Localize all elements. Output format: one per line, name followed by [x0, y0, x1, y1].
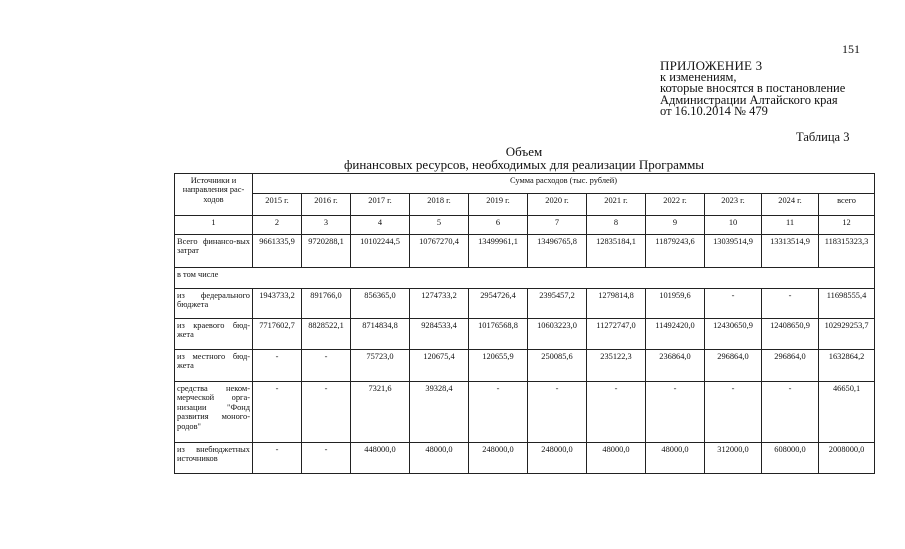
value-cell: 48000,0 — [410, 443, 469, 474]
year-header: 2024 г. — [762, 194, 819, 216]
row-label: из федерального бюджета — [175, 289, 253, 319]
column-number: 2 — [253, 216, 302, 235]
value-cell: 10176568,8 — [469, 319, 528, 350]
value-cell: 12408650,9 — [762, 319, 819, 350]
value-cell: 120655,9 — [469, 350, 528, 382]
value-cell: - — [253, 382, 302, 443]
value-cell: 11879243,6 — [646, 235, 705, 268]
column-number: 6 — [469, 216, 528, 235]
value-cell: 8714834,8 — [351, 319, 410, 350]
value-cell: 11492420,0 — [646, 319, 705, 350]
row-label: из местного бюд-жета — [175, 350, 253, 382]
value-cell: 1943733,2 — [253, 289, 302, 319]
column-number: 4 — [351, 216, 410, 235]
header-row — [175, 174, 875, 194]
row-label: Всего финансо-вых затрат — [175, 235, 253, 268]
value-cell: 236864,0 — [646, 350, 705, 382]
value-cell: 10767270,4 — [410, 235, 469, 268]
value-cell: - — [705, 382, 762, 443]
value-cell: 9284533,4 — [410, 319, 469, 350]
value-cell: 9661335,9 — [253, 235, 302, 268]
value-cell: 102929253,7 — [819, 319, 875, 350]
column-number-row — [175, 216, 875, 235]
value-cell: 10603223,0 — [528, 319, 587, 350]
appendix-line: от 16.10.2014 № 479 — [660, 104, 768, 118]
value-cell: 1279814,8 — [587, 289, 646, 319]
column-number: 7 — [528, 216, 587, 235]
row-label: средства неком-мерческой орга-низации "Фонд развития моного-родов" — [175, 382, 253, 443]
table-row-nonprofit — [175, 382, 875, 443]
value-cell: 296864,0 — [705, 350, 762, 382]
page-number: 151 — [842, 42, 860, 56]
including-label: в том числе — [175, 268, 875, 289]
value-cell: 248000,0 — [528, 443, 587, 474]
value-cell: 235122,3 — [587, 350, 646, 382]
appendix-line: Администрации Алтайского края — [660, 92, 838, 107]
value-cell: 1632864,2 — [819, 350, 875, 382]
year-header: 2021 г. — [587, 194, 646, 216]
value-cell: 1274733,2 — [410, 289, 469, 319]
value-cell: 448000,0 — [351, 443, 410, 474]
source-header: Источники и направления рас-ходов — [175, 174, 253, 216]
table-title-line-2: финансовых ресурсов, необходимых для реализации Программы — [343, 157, 705, 172]
value-cell: 891766,0 — [302, 289, 351, 319]
column-number: 10 — [705, 216, 762, 235]
value-cell: 7717602,7 — [253, 319, 302, 350]
value-cell: - — [705, 289, 762, 319]
column-number: 12 — [819, 216, 875, 235]
row-label: из краевого бюд-жета — [175, 319, 253, 350]
appendix-block — [660, 60, 845, 118]
value-cell: 101959,6 — [646, 289, 705, 319]
year-header: 2017 г. — [351, 194, 410, 216]
table-label: Таблица 3 — [796, 130, 850, 144]
value-cell: 7321,6 — [351, 382, 410, 443]
value-cell: - — [302, 443, 351, 474]
value-cell: - — [253, 350, 302, 382]
column-number: 5 — [410, 216, 469, 235]
value-cell: 120675,4 — [410, 350, 469, 382]
row-label: из внебюджетных источников — [175, 443, 253, 474]
table-row-federal — [175, 289, 875, 319]
column-number: 1 — [175, 216, 253, 235]
value-cell: 2954726,4 — [469, 289, 528, 319]
value-cell: 10102244,5 — [351, 235, 410, 268]
value-cell: 2395457,2 — [528, 289, 587, 319]
appendix-line: которые вносятся в постановление — [660, 81, 846, 95]
table-row-including — [175, 268, 875, 289]
year-header: 2020 г. — [528, 194, 587, 216]
value-cell: 13499961,1 — [469, 235, 528, 268]
value-cell: 248000,0 — [469, 443, 528, 474]
column-number: 11 — [762, 216, 819, 235]
value-cell: 8828522,1 — [302, 319, 351, 350]
value-cell: 312000,0 — [705, 443, 762, 474]
value-cell: 608000,0 — [762, 443, 819, 474]
value-cell: 250085,6 — [528, 350, 587, 382]
value-cell: 48000,0 — [646, 443, 705, 474]
value-cell: 11272747,0 — [587, 319, 646, 350]
appendix-line: к изменениям, — [660, 69, 737, 84]
table-row-total — [175, 235, 875, 268]
value-cell: 9720288,1 — [302, 235, 351, 268]
value-cell: 11698555,4 — [819, 289, 875, 319]
value-cell: 296864,0 — [762, 350, 819, 382]
value-cell: - — [469, 382, 528, 443]
value-cell: 39328,4 — [410, 382, 469, 443]
value-cell: 13496765,8 — [528, 235, 587, 268]
table-row-extrabudgetary — [175, 443, 875, 474]
value-cell: 12835184,1 — [587, 235, 646, 268]
table-row-local — [175, 350, 875, 382]
value-cell: 118315323,3 — [819, 235, 875, 268]
table-row-regional — [175, 319, 875, 350]
year-header: 2023 г. — [705, 194, 762, 216]
value-cell: - — [302, 382, 351, 443]
budget-table — [174, 173, 875, 474]
column-number: 9 — [646, 216, 705, 235]
value-cell: - — [302, 350, 351, 382]
year-header: 2016 г. — [302, 194, 351, 216]
total-header: всего — [819, 194, 875, 216]
value-cell: - — [528, 382, 587, 443]
value-cell: - — [762, 382, 819, 443]
value-cell: - — [253, 443, 302, 474]
years-row — [175, 194, 875, 216]
sum-header: Сумма расходов (тыс. рублей) — [253, 174, 875, 194]
table-title-line-1: Объем — [505, 144, 543, 159]
value-cell: 48000,0 — [587, 443, 646, 474]
value-cell: 13039514,9 — [705, 235, 762, 268]
value-cell: 12430650,9 — [705, 319, 762, 350]
value-cell: 13313514,9 — [762, 235, 819, 268]
year-header: 2018 г. — [410, 194, 469, 216]
column-number: 3 — [302, 216, 351, 235]
year-header: 2015 г. — [253, 194, 302, 216]
year-header: 2019 г. — [469, 194, 528, 216]
value-cell: - — [646, 382, 705, 443]
value-cell: 856365,0 — [351, 289, 410, 319]
year-header: 2022 г. — [646, 194, 705, 216]
value-cell: 46650,1 — [819, 382, 875, 443]
value-cell: - — [587, 382, 646, 443]
value-cell: - — [762, 289, 819, 319]
column-number: 8 — [587, 216, 646, 235]
value-cell: 75723,0 — [351, 350, 410, 382]
appendix-heading: ПРИЛОЖЕНИЕ 3 — [660, 58, 763, 73]
value-cell: 2008000,0 — [819, 443, 875, 474]
